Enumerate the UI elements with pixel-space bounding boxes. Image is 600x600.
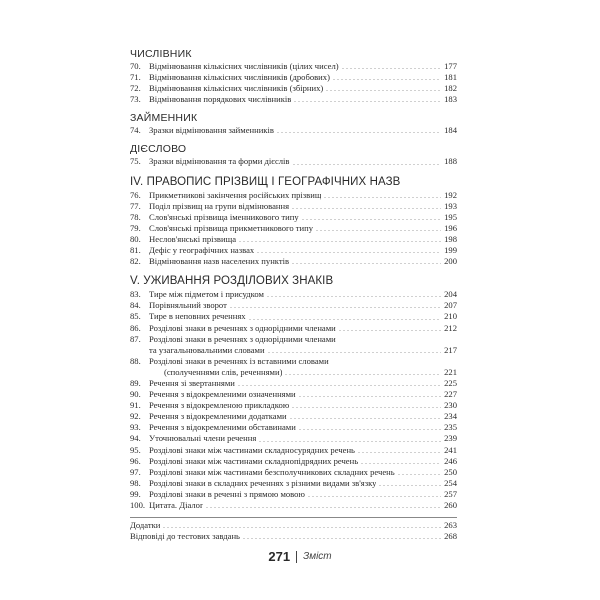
toc-entry [130,323,457,334]
entry-page: 200 [444,256,457,267]
entry-number: 92. [130,411,141,422]
entry-title: Тире в неповних реченнях [149,311,246,322]
dot-leader [325,90,441,91]
footer-title: Зміст [303,551,332,562]
entry-page: 192 [444,189,457,200]
entry-number: 89. [130,377,141,388]
entry-page: 225 [444,377,457,388]
entry-page: 188 [444,156,457,167]
entry-title: Речення з відокремленими означеннями [149,389,296,400]
page-footer [0,549,600,564]
dot-leader [248,319,441,320]
toc-entry [130,520,457,531]
toc-entry [130,345,457,356]
toc-entry [130,94,457,105]
entry-number: 75. [130,156,141,167]
dot-leader [162,527,441,528]
toc-entry [130,125,457,136]
entry-title: Розділові знаки в реченнях з однорідними членами [149,322,336,333]
entry-page: 181 [444,72,457,83]
toc-entry [130,300,457,311]
entry-page: 260 [444,500,457,510]
entry-title: Зразки відмінювання та форми дієслів [149,156,290,167]
section-heading: V. УЖИВАННЯ РОЗДІЛОВИХ ЗНАКІВ [130,275,334,288]
dot-leader [256,252,441,253]
entry-title: Поділ прізвищ на групи відмінювання [149,200,290,211]
entry-number: 77. [130,200,141,211]
toc-entry [130,289,457,300]
entry-title: Речення з відокремленими додатками [149,411,287,422]
entry-title: Розділові знаки в реченнях із вставними словами [149,355,329,366]
entry-title: Відмінювання кількісних числівників (цілих чисел) [149,61,339,71]
entry-title: Розділові знаки в складних реченнях з різними видами зв'язку [149,477,377,488]
entry-number: 90. [130,389,141,400]
entry-page: 241 [444,444,457,455]
entry-number: 88. [130,355,141,366]
entry-number: 70. [130,61,141,71]
entry-number: 83. [130,289,141,300]
footer-divider [296,551,297,563]
entry-page: 230 [444,400,457,411]
entry-number: 95. [130,444,141,455]
entry-title: та узагальнювальними словами [149,344,265,355]
entry-title: Відповіді до тестових завдань [130,531,240,542]
toc-entry [130,245,457,256]
entry-title: Дефіс у географічних назвах [149,245,255,256]
entry-title: Відмінювання порядкових числівників [149,94,292,105]
dot-leader [298,396,441,397]
entry-page: 235 [444,422,457,433]
entry-title: Розділові знаки в реченні з прямою мовою [149,488,305,499]
entry-page: 227 [444,389,457,400]
toc-entry [130,223,457,234]
entry-number: 74. [130,125,141,136]
entry-number: 71. [130,72,141,83]
entry-number: 85. [130,311,141,322]
entry-number: 100. [130,500,146,510]
section-heading: ДІЄСЛОВО [130,143,187,156]
dot-leader [323,197,441,198]
entry-number: 86. [130,322,141,333]
toc-entry [130,201,457,212]
dot-leader [360,463,441,464]
divider-line [130,517,457,518]
entry-page: 195 [444,211,457,222]
toc-entry [130,378,457,389]
entry-number: 72. [130,83,141,94]
entry-page: 177 [444,61,457,71]
entry-page: 199 [444,245,457,256]
dot-leader [293,101,441,102]
entry-title: Розділові знаки між частинами складнопідрядних речень [149,455,359,466]
toc-entry [130,389,457,400]
entry-number: 99. [130,488,141,499]
section-heading: ЗАЙМЕННИК [130,112,198,125]
entry-page: 204 [444,289,457,300]
entry-page: 268 [444,531,457,542]
entry-page: 239 [444,433,457,444]
entry-number: 96. [130,455,141,466]
entry-number: 84. [130,300,141,311]
entry-page: 263 [444,520,457,531]
entry-title: Прикметникові закінчення російських прізвищ [149,189,322,200]
dot-leader [341,68,441,69]
entry-title: Відмінювання кількісних числівників (збірних) [149,83,324,94]
entry-title: Розділові знаки між частинами безсполучникових складних речень [149,466,395,477]
toc-entry [130,234,457,245]
entry-title: Розділові знаки між частинами складносурядних речень [149,444,355,455]
dot-leader [291,407,441,408]
entry-page: 196 [444,222,457,233]
entry-number: 93. [130,422,141,433]
entry-title: (сполученнями слів, реченнями) [164,366,283,377]
entry-page: 217 [444,344,457,355]
entry-page: 254 [444,477,457,488]
entry-page: 184 [444,125,457,136]
entry-page: 221 [444,366,457,377]
entry-title: Речення зі звертаннями [149,377,235,388]
dot-leader [332,79,441,80]
entry-page: 207 [444,300,457,311]
dot-leader [284,374,441,375]
entry-title: Слов'янські прізвища іменникового типу [149,211,299,222]
dot-leader [301,219,441,220]
toc-entry [130,334,457,345]
dot-leader [276,132,441,133]
dot-leader [291,263,441,264]
section-heading: IV. ПРАВОПИС ПРІЗВИЩ І ГЕОГРАФІЧНИХ НАЗВ [130,175,401,188]
entry-title: Розділові знаки в реченнях з однорідними членами [149,333,336,344]
entry-page: 210 [444,311,457,322]
dot-leader [258,441,441,442]
table-of-contents [130,48,457,542]
entry-number: 81. [130,245,141,256]
entry-title: Речення з відокремленими обставинами [149,422,296,433]
dot-leader [378,485,441,486]
dot-leader [237,385,441,386]
entry-page: 183 [444,94,457,105]
toc-entry [130,367,457,378]
toc-entry [130,156,457,167]
toc-entry [130,433,457,444]
toc-entry [130,445,457,456]
entry-title: Уточнювальні члени речення [149,433,257,444]
entry-number: 79. [130,222,141,233]
dot-leader [292,164,442,165]
entry-number: 91. [130,400,141,411]
entry-number: 94. [130,433,141,444]
entry-page: 246 [444,455,457,466]
toc-entry [130,61,457,72]
entry-number: 73. [130,94,141,105]
entry-page: 250 [444,466,457,477]
dot-leader [338,330,441,331]
toc-entry [130,190,457,201]
entry-page: 198 [444,233,457,244]
entry-title: Слов'янські прізвища прикметникового типу [149,222,314,233]
dot-leader [205,507,441,508]
toc-entry [130,422,457,433]
dot-leader [289,418,441,419]
page-number: 271 [268,549,291,564]
dot-leader [397,474,441,475]
toc-entry [130,400,457,411]
dot-leader [298,429,441,430]
dot-leader [238,241,441,242]
toc-entry [130,456,457,467]
dot-leader [357,452,441,453]
dot-leader [291,208,441,209]
toc-entry [130,500,457,511]
dot-leader [242,538,441,539]
entry-number: 97. [130,466,141,477]
toc-entry [130,531,457,542]
entry-page: 182 [444,83,457,94]
toc-entry [130,83,457,94]
entry-title: Відмінювання назв населених пунктів [149,256,290,267]
entry-title: Цитата. Діалог [149,500,204,510]
toc-entry [130,489,457,500]
entry-number: 78. [130,211,141,222]
entry-page: 257 [444,488,457,499]
dot-leader [229,307,441,308]
dot-leader [315,230,441,231]
entry-title: Додатки [130,520,161,531]
toc-entry [130,212,457,223]
entry-number: 80. [130,233,141,244]
entry-number: 76. [130,189,141,200]
toc-entry [130,311,457,322]
dot-leader [267,352,441,353]
entry-number: 87. [130,333,141,344]
entry-title: Відмінювання кількісних числівників (дробових) [149,72,330,83]
dot-leader [307,496,441,497]
entry-title: Неслов'янські прізвища [149,233,237,244]
entry-title: Порівняльний зворот [149,300,227,311]
entry-page: 234 [444,411,457,422]
section-heading: ЧИСЛІВНИК [130,48,192,60]
entry-number: 98. [130,477,141,488]
toc-entry [130,256,457,267]
entry-page: 193 [444,200,457,211]
toc-entry [130,411,457,422]
toc-entry [130,72,457,83]
toc-entry [130,356,457,367]
dot-leader [266,296,441,297]
entry-title: Тире між підметом і присудком [149,289,264,300]
toc-entry [130,478,457,489]
entry-title: Речення з відокремленою прикладкою [149,400,290,411]
entry-page: 212 [444,322,457,333]
entry-title: Зразки відмінювання займенників [149,125,274,136]
entry-number: 82. [130,256,141,267]
toc-entry [130,467,457,478]
